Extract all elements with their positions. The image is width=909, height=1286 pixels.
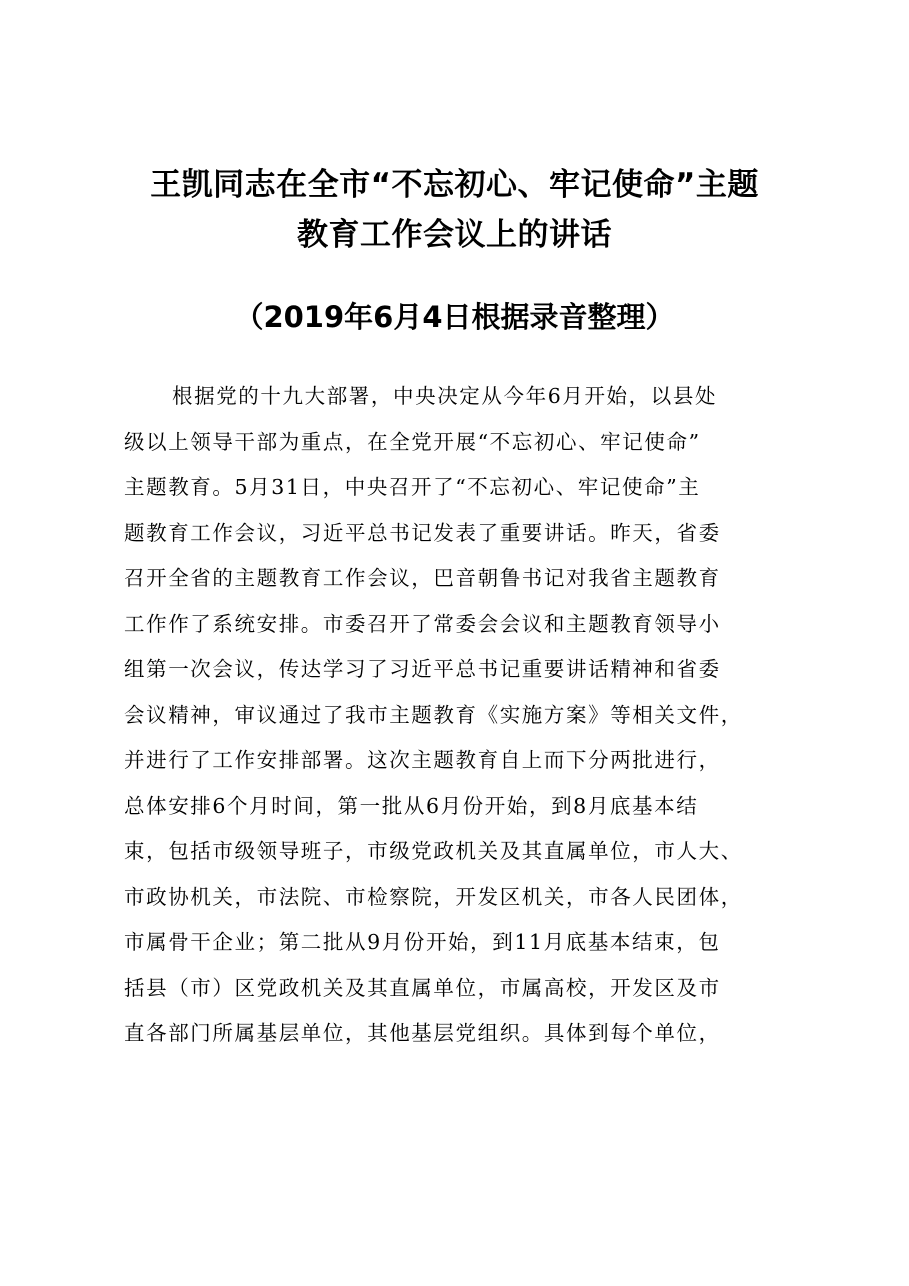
paragraph-line: 工作作了系统安排。市委召开了常委会会议和主题教育领导小 [124, 611, 721, 636]
paragraph-line: 市属骨干企业；第二批从9月份开始，到11月底基本结束，包 [124, 930, 721, 954]
paragraph-line: 束，包括市级领导班子，市级党政机关及其直属单位，市人大、 [124, 839, 743, 863]
paragraph-line: 括县（市）区党政机关及其直属单位，市属高校，开发区及市 [124, 975, 721, 1000]
paragraph-line: 题教育工作会议，习近平总书记发表了重要讲话。昨天，省委 [124, 520, 721, 545]
paragraph-line: 主题教育。5月31日，中央召开了“不忘初心、牢记使命”主 [124, 475, 701, 499]
document-title-line-1: 王凯同志在全市“不忘初心、牢记使命”主题 [150, 167, 759, 203]
body-paragraph [124, 374, 814, 1057]
paragraph-line: 并进行了工作安排部署。这次主题教育自上而下分两批进行， [124, 748, 721, 772]
paragraph-line: 会议精神，审议通过了我市主题教育《实施方案》等相关文件， [124, 702, 743, 727]
paragraph-line: 市政协机关，市法院、市检察院，开发区机关，市各人民团体， [124, 884, 743, 909]
paragraph-line: 总体安排6个月时间，第一批从6月份开始，到8月底基本结 [124, 793, 699, 818]
document-title-line-2: 教育工作会议上的讲话 [297, 217, 612, 253]
paragraph-line: 组第一次会议，传达学习了习近平总书记重要讲话精神和省委 [124, 657, 721, 681]
paragraph-line: 召开全省的主题教育工作会议，巴音朝鲁书记对我省主题教育 [124, 566, 721, 590]
paragraph-line: 直各部门所属基层单位，其他基层党组织。具体到每个单位， [124, 1021, 721, 1045]
paragraph-line: 级以上领导干部为重点，在全党开展“不忘初心、牢记使命” [124, 429, 701, 454]
paragraph-line: 根据党的十九大部署，中央决定从今年6月开始，以县处 [172, 384, 718, 408]
document-subtitle: （2019年6月4日根据录音整理） [234, 300, 675, 334]
